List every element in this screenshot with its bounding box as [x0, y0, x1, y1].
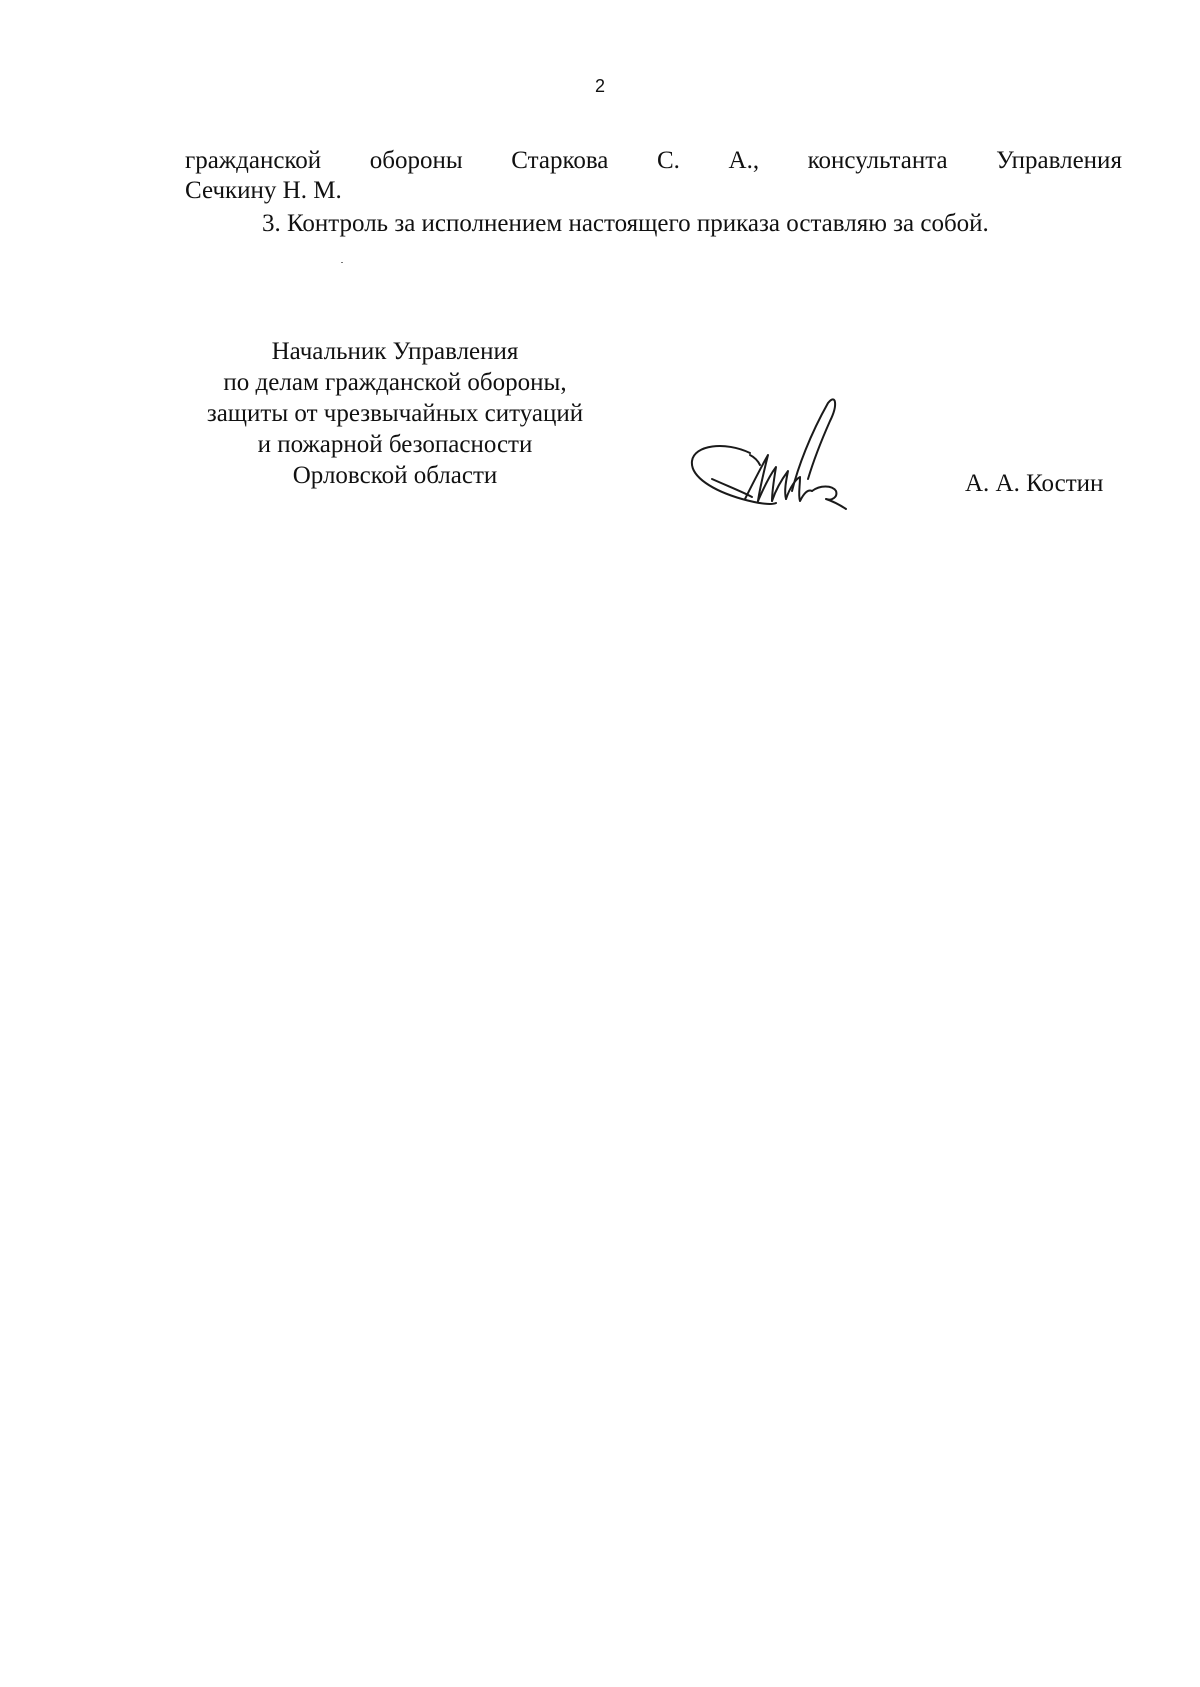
- word: обороны: [369, 147, 463, 174]
- scan-speck: [341, 262, 343, 263]
- word: Старкова: [511, 147, 609, 174]
- paragraph-line-2: Сечкину Н. М.: [185, 177, 342, 204]
- handwritten-signature: [690, 395, 890, 525]
- paragraph-line-1: [185, 146, 1122, 176]
- position-line: по делам гражданской обороны,: [223, 369, 567, 396]
- position-line: защиты от чрезвычайных ситуаций: [206, 400, 584, 427]
- word: А.,: [728, 147, 760, 174]
- position-line: Орловской области: [292, 462, 498, 489]
- item-3-text: 3. Контроль за исполнением настоящего приказа оставляю за собой.: [262, 210, 989, 237]
- signer-name: А. А. Костин: [965, 470, 1104, 497]
- word: гражданской: [185, 147, 322, 174]
- position-line: Начальник Управления: [271, 338, 519, 365]
- page-number: 2: [594, 76, 605, 96]
- position-line: и пожарной безопасности: [257, 431, 533, 458]
- word: консультанта: [807, 147, 948, 174]
- word: Управления: [996, 147, 1122, 174]
- signatory-position: [170, 336, 620, 491]
- word: С.: [656, 147, 680, 174]
